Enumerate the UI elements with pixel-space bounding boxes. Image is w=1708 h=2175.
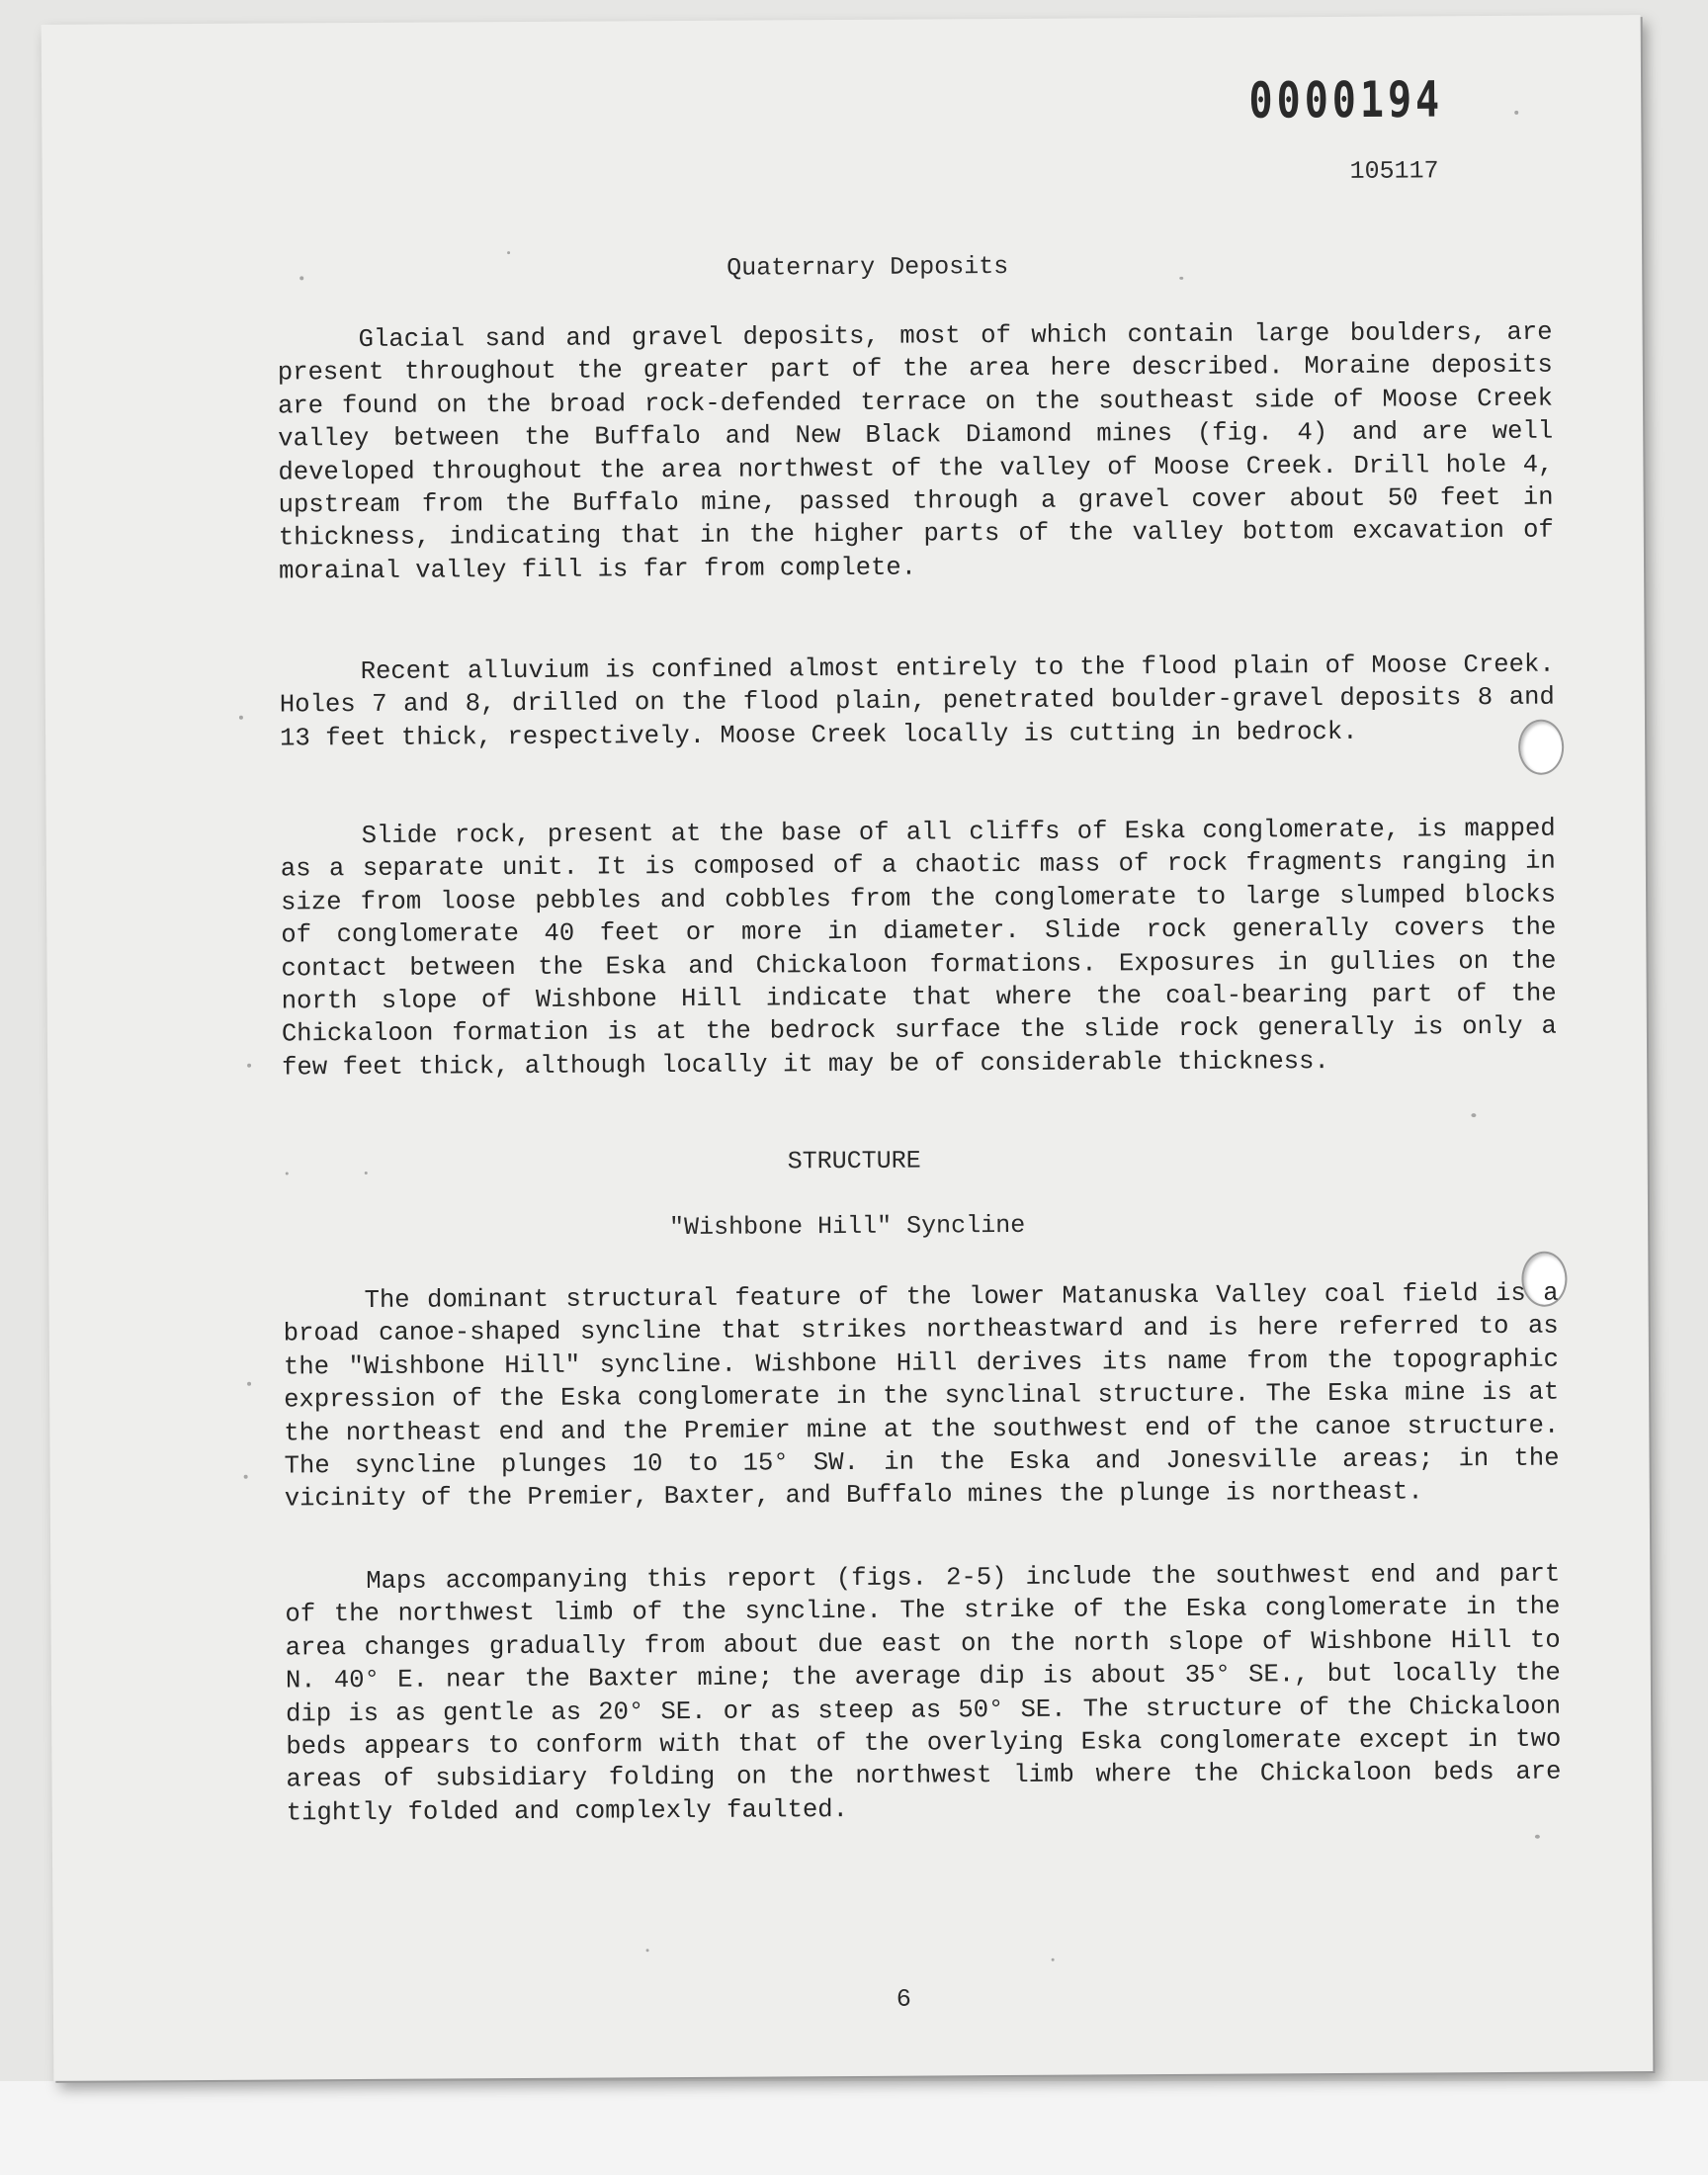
scan-speck [247, 1382, 251, 1386]
quaternary-deposits-heading: Quaternary Deposits [726, 251, 1009, 283]
scan-speck [1179, 277, 1183, 280]
stamp-number: 0000194 [1248, 71, 1444, 130]
scan-speck [247, 1064, 251, 1068]
scan-speck [646, 1949, 649, 1952]
paragraph-glacial-deposits: Glacial sand and gravel deposits, most of which contain large boulders, are present throughout the greater part of the area here described. Moraine deposits are found on the broad rock-defended terrace on the southeast side of Moose Creek valley between the Buffalo and New Black Diamond mines (fig. 4) and are well developed throughout the area northwest of the valley of Moose Creek. Drill hole 4, upstream from the Buffalo mine, passed through a gravel cover about 50 feet in thickness, indicating that in the higher parts of the valley bottom excavation of morainal valley fill is far from complete. [277, 317, 1554, 586]
scan-speck [239, 716, 243, 720]
scanner-margin [0, 2081, 1708, 2175]
scan-speck [299, 276, 303, 280]
wishbone-hill-syncline-heading: "Wishbone Hill" Syncline [669, 1210, 1026, 1243]
document-page [42, 15, 1654, 2081]
structure-heading: STRUCTURE [787, 1146, 921, 1176]
scan-speck [244, 1475, 248, 1479]
paragraph-dominant-structure: The dominant structural feature of the lower Matanuska Valley coal field is a broad canoe-shaped syncline that strikes northeastward and is here referred to as the "Wishbone Hill" syncline. Wishbone Hill derives its name from the topographic expression of the Eska conglomerate in the synclinal structure. The Eska mine is at the northeast end and the Premier mine at the southwest end of the canoe structure. The syncline plunges 10 to 15° SW. in the Eska and Jonesville areas; in the vicinity of the Premier, Baxter, and Buffalo mines the plunge is northeast. [283, 1278, 1560, 1514]
page-number: 6 [896, 1984, 911, 2014]
reference-number: 105117 [1349, 156, 1439, 186]
paragraph-recent-alluvium: Recent alluvium is confined almost entirely to the flood plain of Moose Creek. Holes 7 and 8, drilled on the flood plain, penetrated boulder-gravel deposits 8 and 13 feet thick, respectively. Moose Creek locally is cutting in bedrock. [279, 650, 1555, 753]
paragraph-slide-rock: Slide rock, present at the base of all cliffs of Eska conglomerate, is mapped as a separate unit. It is composed of a chaotic mass of rock fragments ranging in size from loose pebbles and cobbles from the conglomerate to large slumped blocks of conglomerate 40 feet or more in diameter. Slide rock generally covers the contact between the Eska and Chickaloon formations. Exposures in gullies on the north slope of Wishbone Hill indicate that where the coal-bearing part of the Chickaloon formation is at the bedrock surface the slide rock generally is only a few feet thick, although locally it may be of considerable thickness. [280, 814, 1557, 1083]
scan-speck [507, 251, 510, 254]
scan-speck [1052, 1958, 1055, 1961]
scan-speck [365, 1172, 368, 1174]
scan-speck [1471, 1113, 1476, 1117]
scan-speck [286, 1172, 289, 1174]
paragraph-maps-accompanying: Maps accompanying this report (figs. 2-5) include the southwest end and part of the northwest limb of the syncline. The strike of the Eska conglomerate in the area changes gradually from about due east on the north slope of Wishbone Hill to N. 40° E. near the Baxter mine; the average dip is about 35° SE., but locally the dip is as gentle as 20° SE. or as steep as 50° SE. The structure of the Chickaloon beds appears to conform with that of the overlying Eska conglomerate except in two areas of subsidiary folding on the northwest limb where the Chickaloon beds are tightly folded and complexly faulted. [285, 1559, 1562, 1828]
scan-speck [1535, 1835, 1540, 1839]
scan-speck [1514, 111, 1518, 115]
